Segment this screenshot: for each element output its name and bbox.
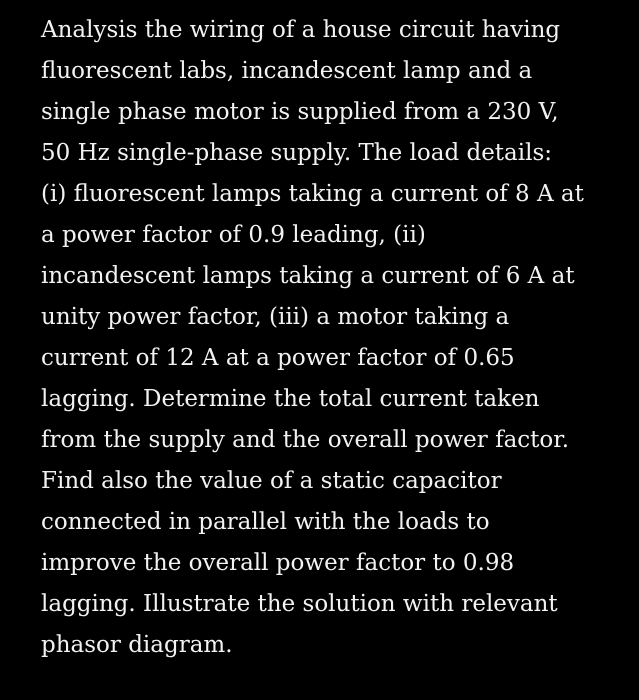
question-line: from the supply and the overall power factor. [41,427,570,453]
question-line: phasor diagram. [41,632,233,658]
question-line: fluorescent labs, incandescent lamp and a [41,58,533,84]
question-line: single phase motor is supplied from a 230 V, [41,99,559,125]
question-text [41,10,621,666]
question-line: a power factor of 0.9 leading, (ii) [41,222,426,248]
question-line: Find also the value of a static capacitor [41,468,502,494]
question-line: lagging. Determine the total current taken [41,386,540,412]
question-line: 50 Hz single-phase supply. The load details: [41,140,553,166]
question-line: incandescent lamps taking a current of 6 A at [41,263,575,289]
question-line: (i) fluorescent lamps taking a current of 8 A at [41,181,584,207]
question-line: unity power factor, (iii) a motor taking a [41,304,510,330]
question-line: lagging. Illustrate the solution with relevant [41,591,558,617]
question-line: connected in parallel with the loads to [41,509,490,535]
question-line: improve the overall power factor to 0.98 [41,550,515,576]
question-line: Analysis the wiring of a house circuit having [41,17,561,43]
question-line: current of 12 A at a power factor of 0.65 [41,345,515,371]
